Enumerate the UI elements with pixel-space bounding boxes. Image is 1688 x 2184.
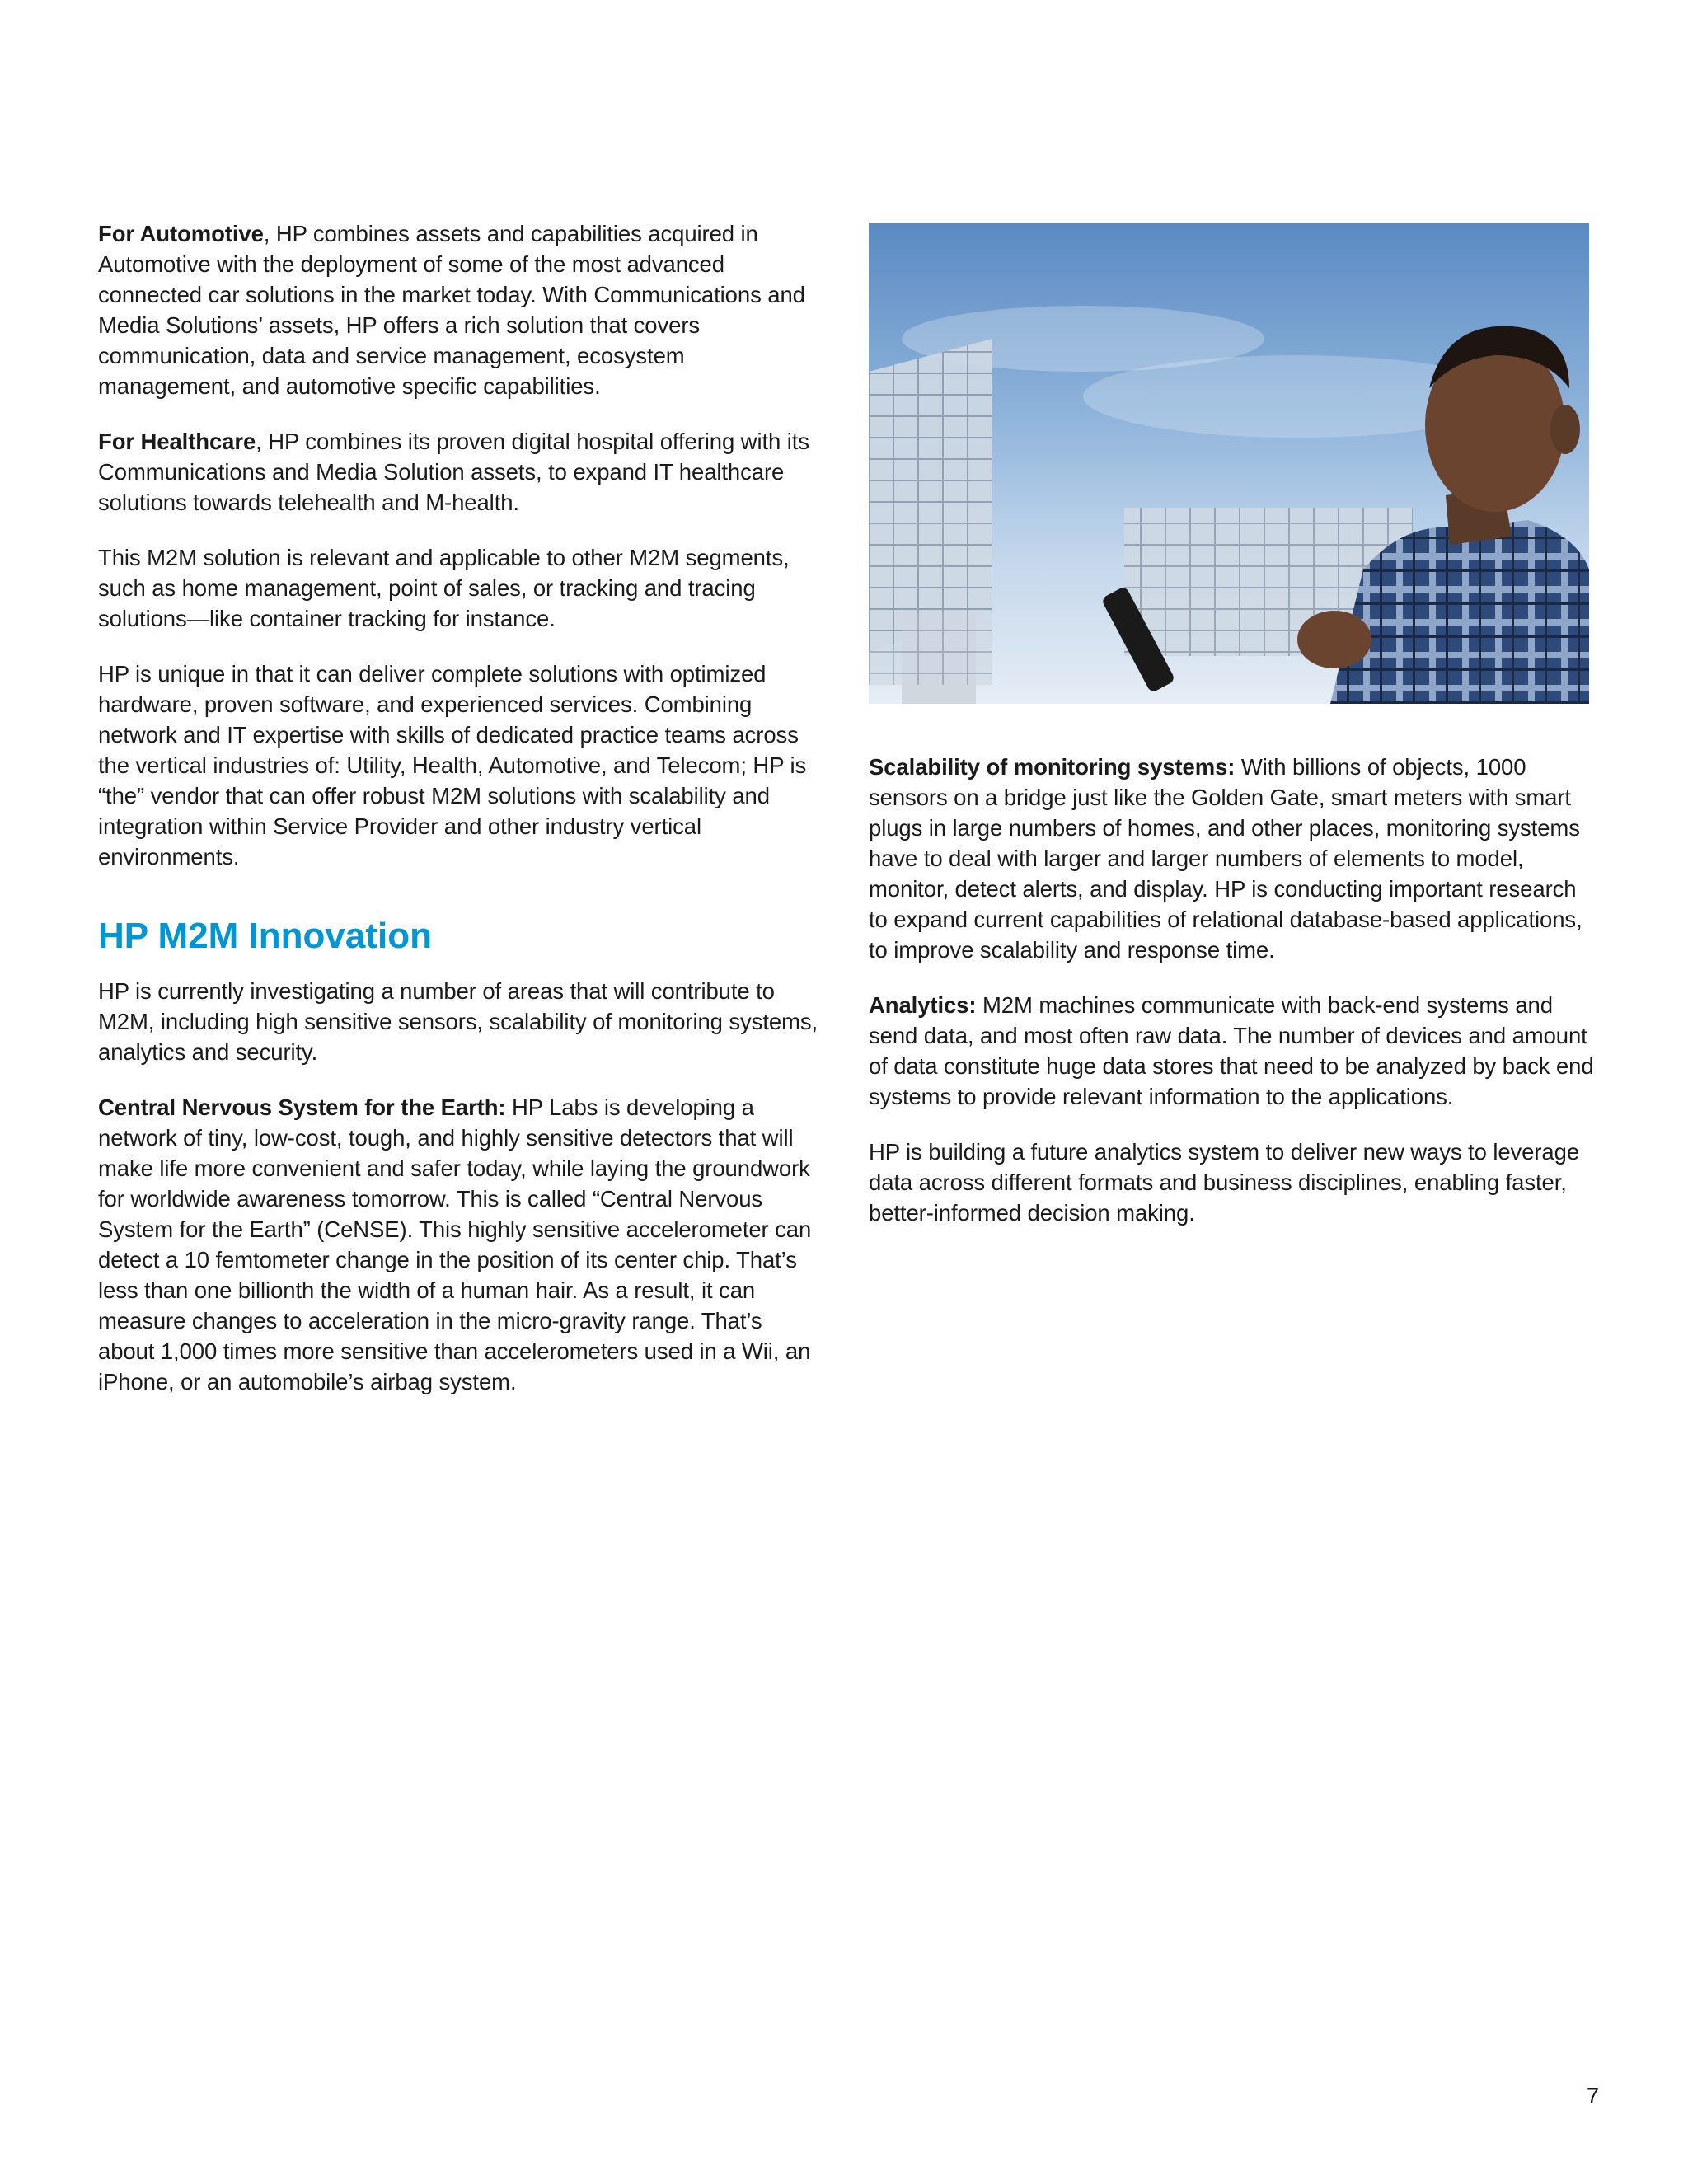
segments-paragraph: This M2M solution is relevant and applicable to other M2M segments, such as home management, point of sales, or tracking and tracing solutions—like container tracking for instance. [98,545,790,631]
right-column [869,218,1594,1253]
page-number: 7 [1587,2083,1600,2108]
section-heading: HP M2M Innovation [98,916,432,956]
unique-paragraph: HP is unique in that it can deliver complete solutions with optimized hardware, proven software, and experienced services. Combining network and IT expertise with skills of dedicated practice teams across the vertical industries of: Utility, Health, Automotive, and Telecom; HP is “the” vendor that can offer robust M2M solutions with scalability and integration within Service Provider and other industry vertical environments. [98,661,807,869]
cense-text: HP Labs is developing a network of tiny, low-cost, tough, and highly sensitive detectors that will make life more convenient and safer today, while laying the groundwork for worldwide awareness tomorrow. This is called “Central Nervous System for the Earth” (CeNSE). This highly sensitive accelerometer can detect a 10 femtometer change in the position of its center chip. That’s less than one billionth the width of a human hair. As a result, it can measure changes to acceleration in the micro-gravity range. That’s about 1,000 times more sensitive than accelerometers used in a Wii, an iPhone, or an automobile’s airbag system. [98,1094,812,1394]
cense-lead: Central Nervous System for the Earth: [98,1094,506,1120]
innovation-intro-paragraph: HP is currently investigating a number of areas that will contribute to M2M, including high sensitive sensors, scalability of monitoring systems, analytics and security. [98,978,818,1065]
cense-paragraph [98,1092,823,1397]
automotive-paragraph [98,218,823,401]
left-column [98,218,823,1422]
scalability-text: With billions of objects, 1000 sensors on a bridge just like the Golden Gate, smart meters with smart plugs in large numbers of homes, and other places, monitoring systems have to deal with larger and larger numbers of elements to model, monitor, detect alerts, and display. HP is conducting important research to expand current capabilities of relational database-based applications, to improve scalability and response time. [869,754,1582,963]
analytics-paragraph [869,990,1594,1112]
healthcare-text: , HP combines its proven digital hospital offering with its Communications and Media Solution assets, to expand IT healthcare solutions towards telehealth and M-health. [98,429,809,515]
scalability-paragraph [869,752,1594,965]
healthcare-paragraph [98,426,823,518]
automotive-lead: For Automotive [98,221,264,246]
analytics-lead: Analytics: [869,992,977,1018]
analytics-text: M2M machines communicate with back-end systems and send data, and most often raw data. The number of devices and amount of data constitute huge data stores that need to be analyzed by back end systems to provide relevant information to the applications. [869,992,1594,1109]
future-analytics-paragraph: HP is building a future analytics system to deliver new ways to leverage data across different formats and business disciplines, enabling faster, better-informed decision making. [869,1139,1580,1226]
scalability-lead: Scalability of monitoring systems: [869,754,1236,780]
healthcare-lead: For Healthcare [98,429,256,454]
photo-illustration [869,223,1589,704]
solar-panel-photo [869,223,1589,704]
automotive-text: , HP combines assets and capabilities acquired in Automotive with the deployment of some of the most advanced connected car solutions in the market today. With Communications and Media Solutions’ assets, HP offers a rich solution that covers communication, data and service management, ecosystem management, and automotive specific capabilities. [98,221,805,399]
